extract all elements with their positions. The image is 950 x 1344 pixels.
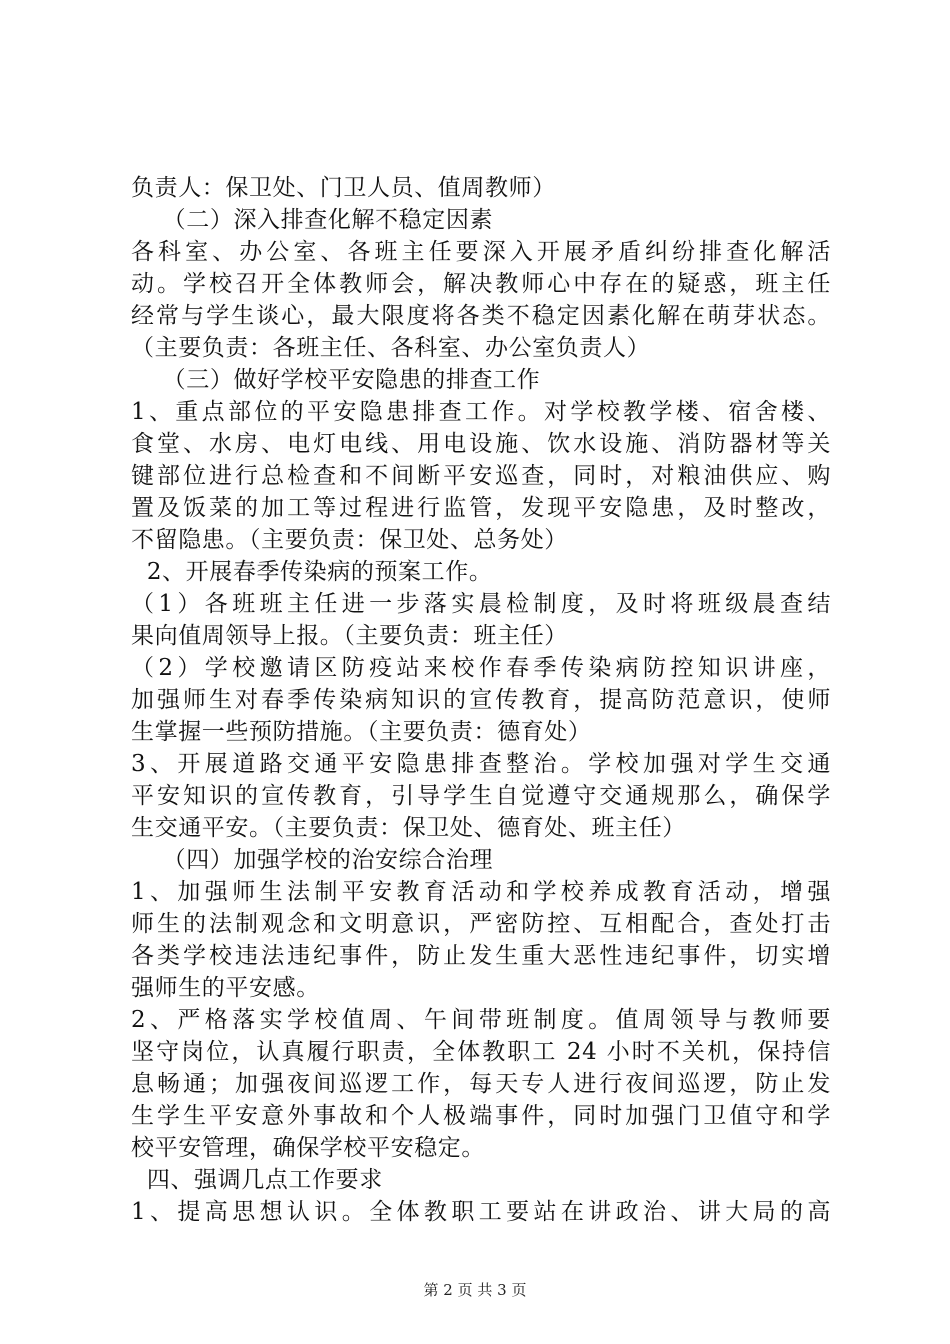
text-line: 息畅通；加强夜间巡逻工作，每天专人进行夜间巡逻，防止发	[131, 1071, 831, 1097]
text-line: 各类学校违法违纪事件，防止发生重大恶性违纪事件，切实增	[131, 943, 831, 969]
text-line: 3、开展道路交通平安隐患排查整治。学校加强对学生交通	[131, 751, 831, 777]
text-line: （三）做好学校平安隐患的排查工作	[131, 367, 541, 393]
text-line: 四、强调几点工作要求	[131, 1167, 383, 1193]
text-line: 负责人：保卫处、门卫人员、值周教师）	[131, 175, 556, 201]
text-line: 1、重点部位的平安隐患排查工作。对学校教学楼、宿舍楼、	[131, 399, 831, 425]
text-line: （2）学校邀请区防疫站来校作春季传染病防控知识讲座，	[131, 655, 831, 681]
text-line: 动。学校召开全体教师会，解决教师心中存在的疑惑，班主任	[131, 271, 831, 297]
text-line: 经常与学生谈心，最大限度将各类不稳定因素化解在萌芽状态。	[131, 303, 831, 329]
text-line: 2、开展春季传染病的预案工作。	[131, 559, 493, 585]
text-line: 果向值周领导上报。（主要负责：班主任）	[131, 623, 568, 649]
text-line: 平安知识的宣传教育，引导学生自觉遵守交通规那么，确保学	[131, 783, 831, 809]
document-body	[131, 172, 831, 1228]
text-line: （二）深入排查化解不稳定因素	[131, 207, 494, 233]
text-line: 坚守岗位，认真履行职责，全体教职工 24 小时不关机，保持信	[131, 1039, 831, 1065]
text-line: （四）加强学校的治安综合治理	[131, 847, 494, 873]
text-line: 加强师生对春季传染病知识的宣传教育，提高防范意识，使师	[131, 687, 831, 713]
page-footer: 第 2 页 共 3 页	[423, 1281, 527, 1299]
text-line: 不留隐患。（主要负责：保卫处、总务处）	[131, 527, 568, 553]
text-line: 生交通平安。（主要负责：保卫处、德育处、班主任）	[131, 815, 686, 841]
text-line: 各科室、办公室、各班主任要深入开展矛盾纠纷排查化解活	[131, 239, 831, 265]
text-line: 校平安管理，确保学校平安稳定。	[131, 1135, 485, 1161]
text-line: 强师生的平安感。	[131, 975, 320, 1001]
text-line: 1、加强师生法制平安教育活动和学校养成教育活动，增强	[131, 879, 831, 905]
text-line: 食堂、水房、电灯电线、用电设施、饮水设施、消防器材等关	[131, 431, 831, 457]
text-line: （1）各班班主任进一步落实晨检制度，及时将班级晨查结	[131, 591, 831, 617]
text-line: 置及饭菜的加工等过程进行监管，发现平安隐患，及时整改，	[131, 495, 831, 521]
text-line: 生掌握一些预防措施。（主要负责：德育处）	[131, 719, 592, 745]
text-line: 师生的法制观念和文明意识，严密防控、互相配合，查处打击	[131, 911, 831, 937]
text-line: 2、严格落实学校值周、午间带班制度。值周领导与教师要	[131, 1007, 831, 1033]
text-line: 1、提高思想认识。全体教职工要站在讲政治、讲大局的高	[131, 1199, 831, 1225]
text-line: 生学生平安意外事故和个人极端事件，同时加强门卫值守和学	[131, 1103, 831, 1129]
text-line: 键部位进行总检查和不间断平安巡查，同时，对粮油供应、购	[131, 463, 831, 489]
text-line: （主要负责：各班主任、各科室、办公室负责人）	[131, 335, 651, 361]
